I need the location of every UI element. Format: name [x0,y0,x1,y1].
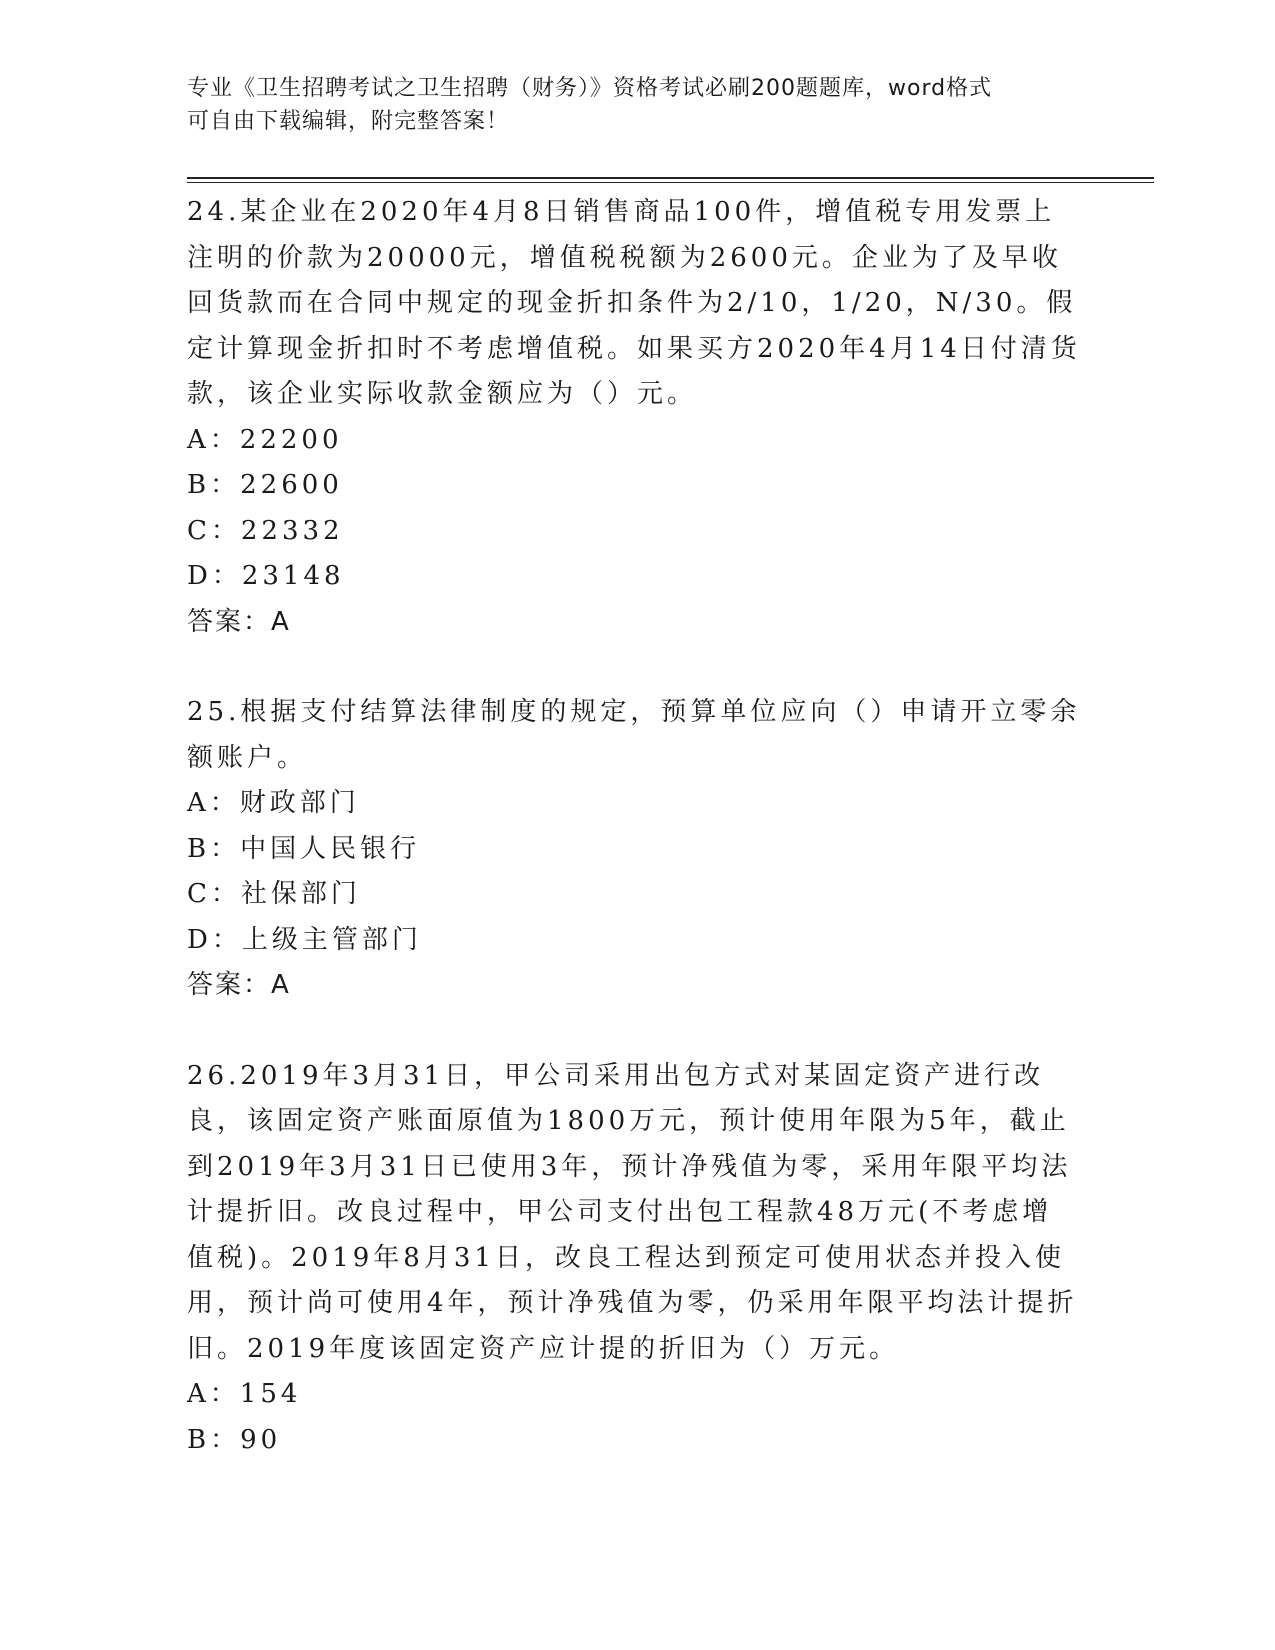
question-24 [187,190,1082,645]
option-a: A：财政部门 [187,788,360,818]
option-d: D：23148 [187,561,345,591]
option-b: B：90 [187,1424,282,1455]
header-line-2: 可自由下载编辑，附完整答案！ [187,109,510,134]
answer: 答案：A [187,970,291,1000]
question-stem: 24.某企业在2020年4月8日销售商品100件，增值税专用发票上注明的价款为20000元，增值税税额为2600元。企业为了及早收回货款而在合同中规定的现金折扣条件为2/10，1/20，N/30。假定计算现金折扣时不考虑增值税。如果买方2020年4月14日付清货款，该企业实际收款金额应为（）元。 [187,197,1081,409]
header-divider-thin [187,182,1154,183]
answer: 答案：A [187,606,291,637]
header-line-1: 专业《卫生招聘考试之卫生招聘（财务）》资格考试必刷200题题库，word格式 [187,76,993,101]
option-d: D：上级主管部门 [187,924,422,955]
spacer [187,1009,1082,1054]
option-a: A：22200 [187,424,343,455]
option-b: B：中国人民银行 [187,833,421,864]
question-list [187,190,1082,1463]
question-26 [187,1054,1082,1464]
option-a: A：154 [187,1379,302,1409]
header-divider-thick [187,177,1154,179]
option-c: C：22332 [187,515,344,546]
question-stem: 26.2019年3月31日，甲公司采用出包方式对某固定资产进行改良，该固定资产账面原值为1800万元，预计使用年限为5年，截止到2019年3月31日已使用3年，预计净残值为零，采用年限平均法计提折旧。改良过程中，甲公司支付出包工程款48万元(不考虑增值税)。2019年8月31日，改良工程达到预定可使用状态并投入使用，预计尚可使用4年，预计净残值为零，仍采用年限平均法计提折旧。2019年度该固定资产应计提的折旧为（）万元。 [187,1060,1078,1364]
document-header [187,72,1077,138]
question-stem: 25.根据支付结算法律制度的规定，预算单位应向（）申请开立零余额账户。 [187,697,1081,773]
spacer [187,645,1082,690]
option-b: B：22600 [187,470,343,500]
option-c: C：社保部门 [187,879,361,909]
question-25 [187,690,1082,1009]
